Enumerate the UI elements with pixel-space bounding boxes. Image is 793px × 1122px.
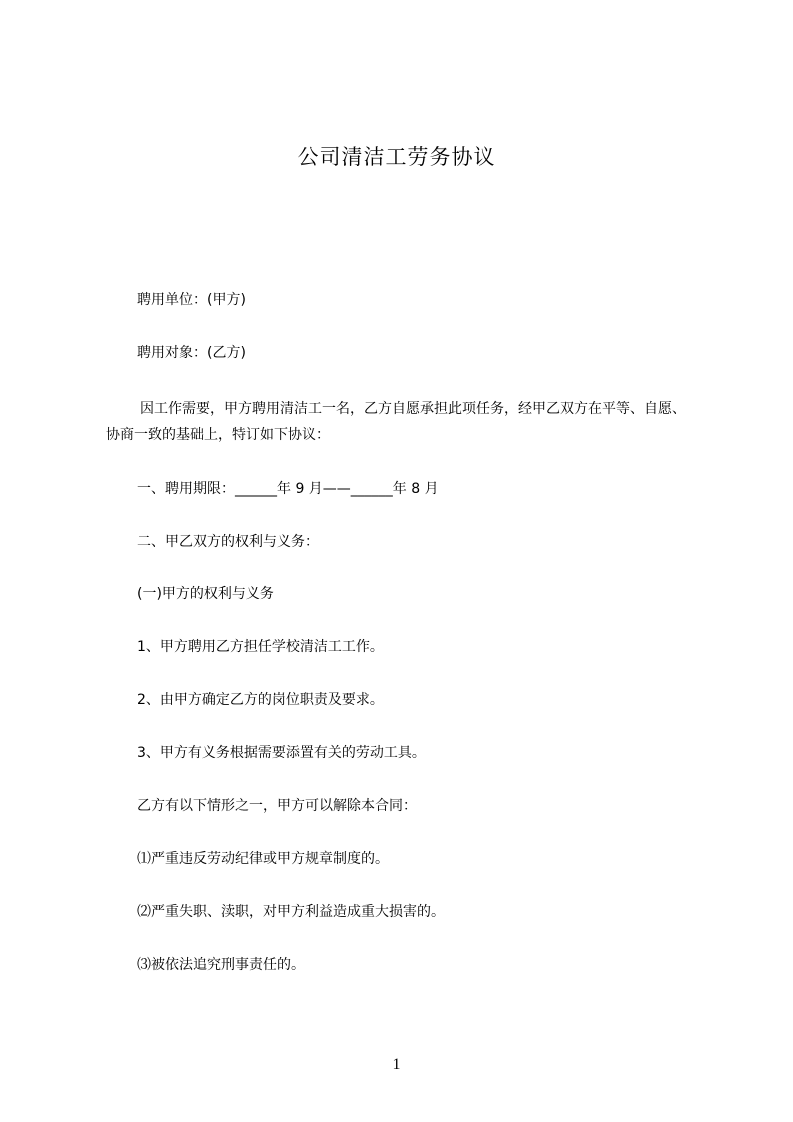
employer-label: 聘用单位：(甲方) <box>137 292 246 308</box>
employee-label: 聘用对象：(乙方) <box>137 345 246 361</box>
list-item: 1、甲方聘用乙方担任学校清洁工工作。 <box>137 639 384 655</box>
termination-intro: 乙方有以下情形之一，甲方可以解除本合同： <box>137 798 417 814</box>
section-term: 一、聘用期限：______年 9 月——______年 8 月 <box>137 481 439 497</box>
termination-item: ⑶被依法追究刑事责任的。 <box>137 957 305 973</box>
intro-paragraph: 因工作需要，甲方聘用清洁工一名，乙方自愿承担此项任务，经甲乙双方在平等、自愿、协商一致的基础上，特订如下协议： <box>106 401 686 443</box>
document-title: 公司清洁工劳务协议 <box>297 145 496 169</box>
list-item: 2、由甲方确定乙方的岗位职责及要求。 <box>137 692 384 708</box>
subsection-party-a: (一)甲方的权利与义务 <box>137 586 274 602</box>
list-item: 3、甲方有义务根据需要添置有关的劳动工具。 <box>137 745 426 761</box>
termination-item: ⑴严重违反劳动纪律或甲方规章制度的。 <box>137 851 389 867</box>
section-rights: 二、甲乙双方的权利与义务： <box>137 534 319 550</box>
termination-item: ⑵严重失职、渎职，对甲方利益造成重大损害的。 <box>137 904 445 920</box>
page-number: 1 <box>392 1056 401 1073</box>
